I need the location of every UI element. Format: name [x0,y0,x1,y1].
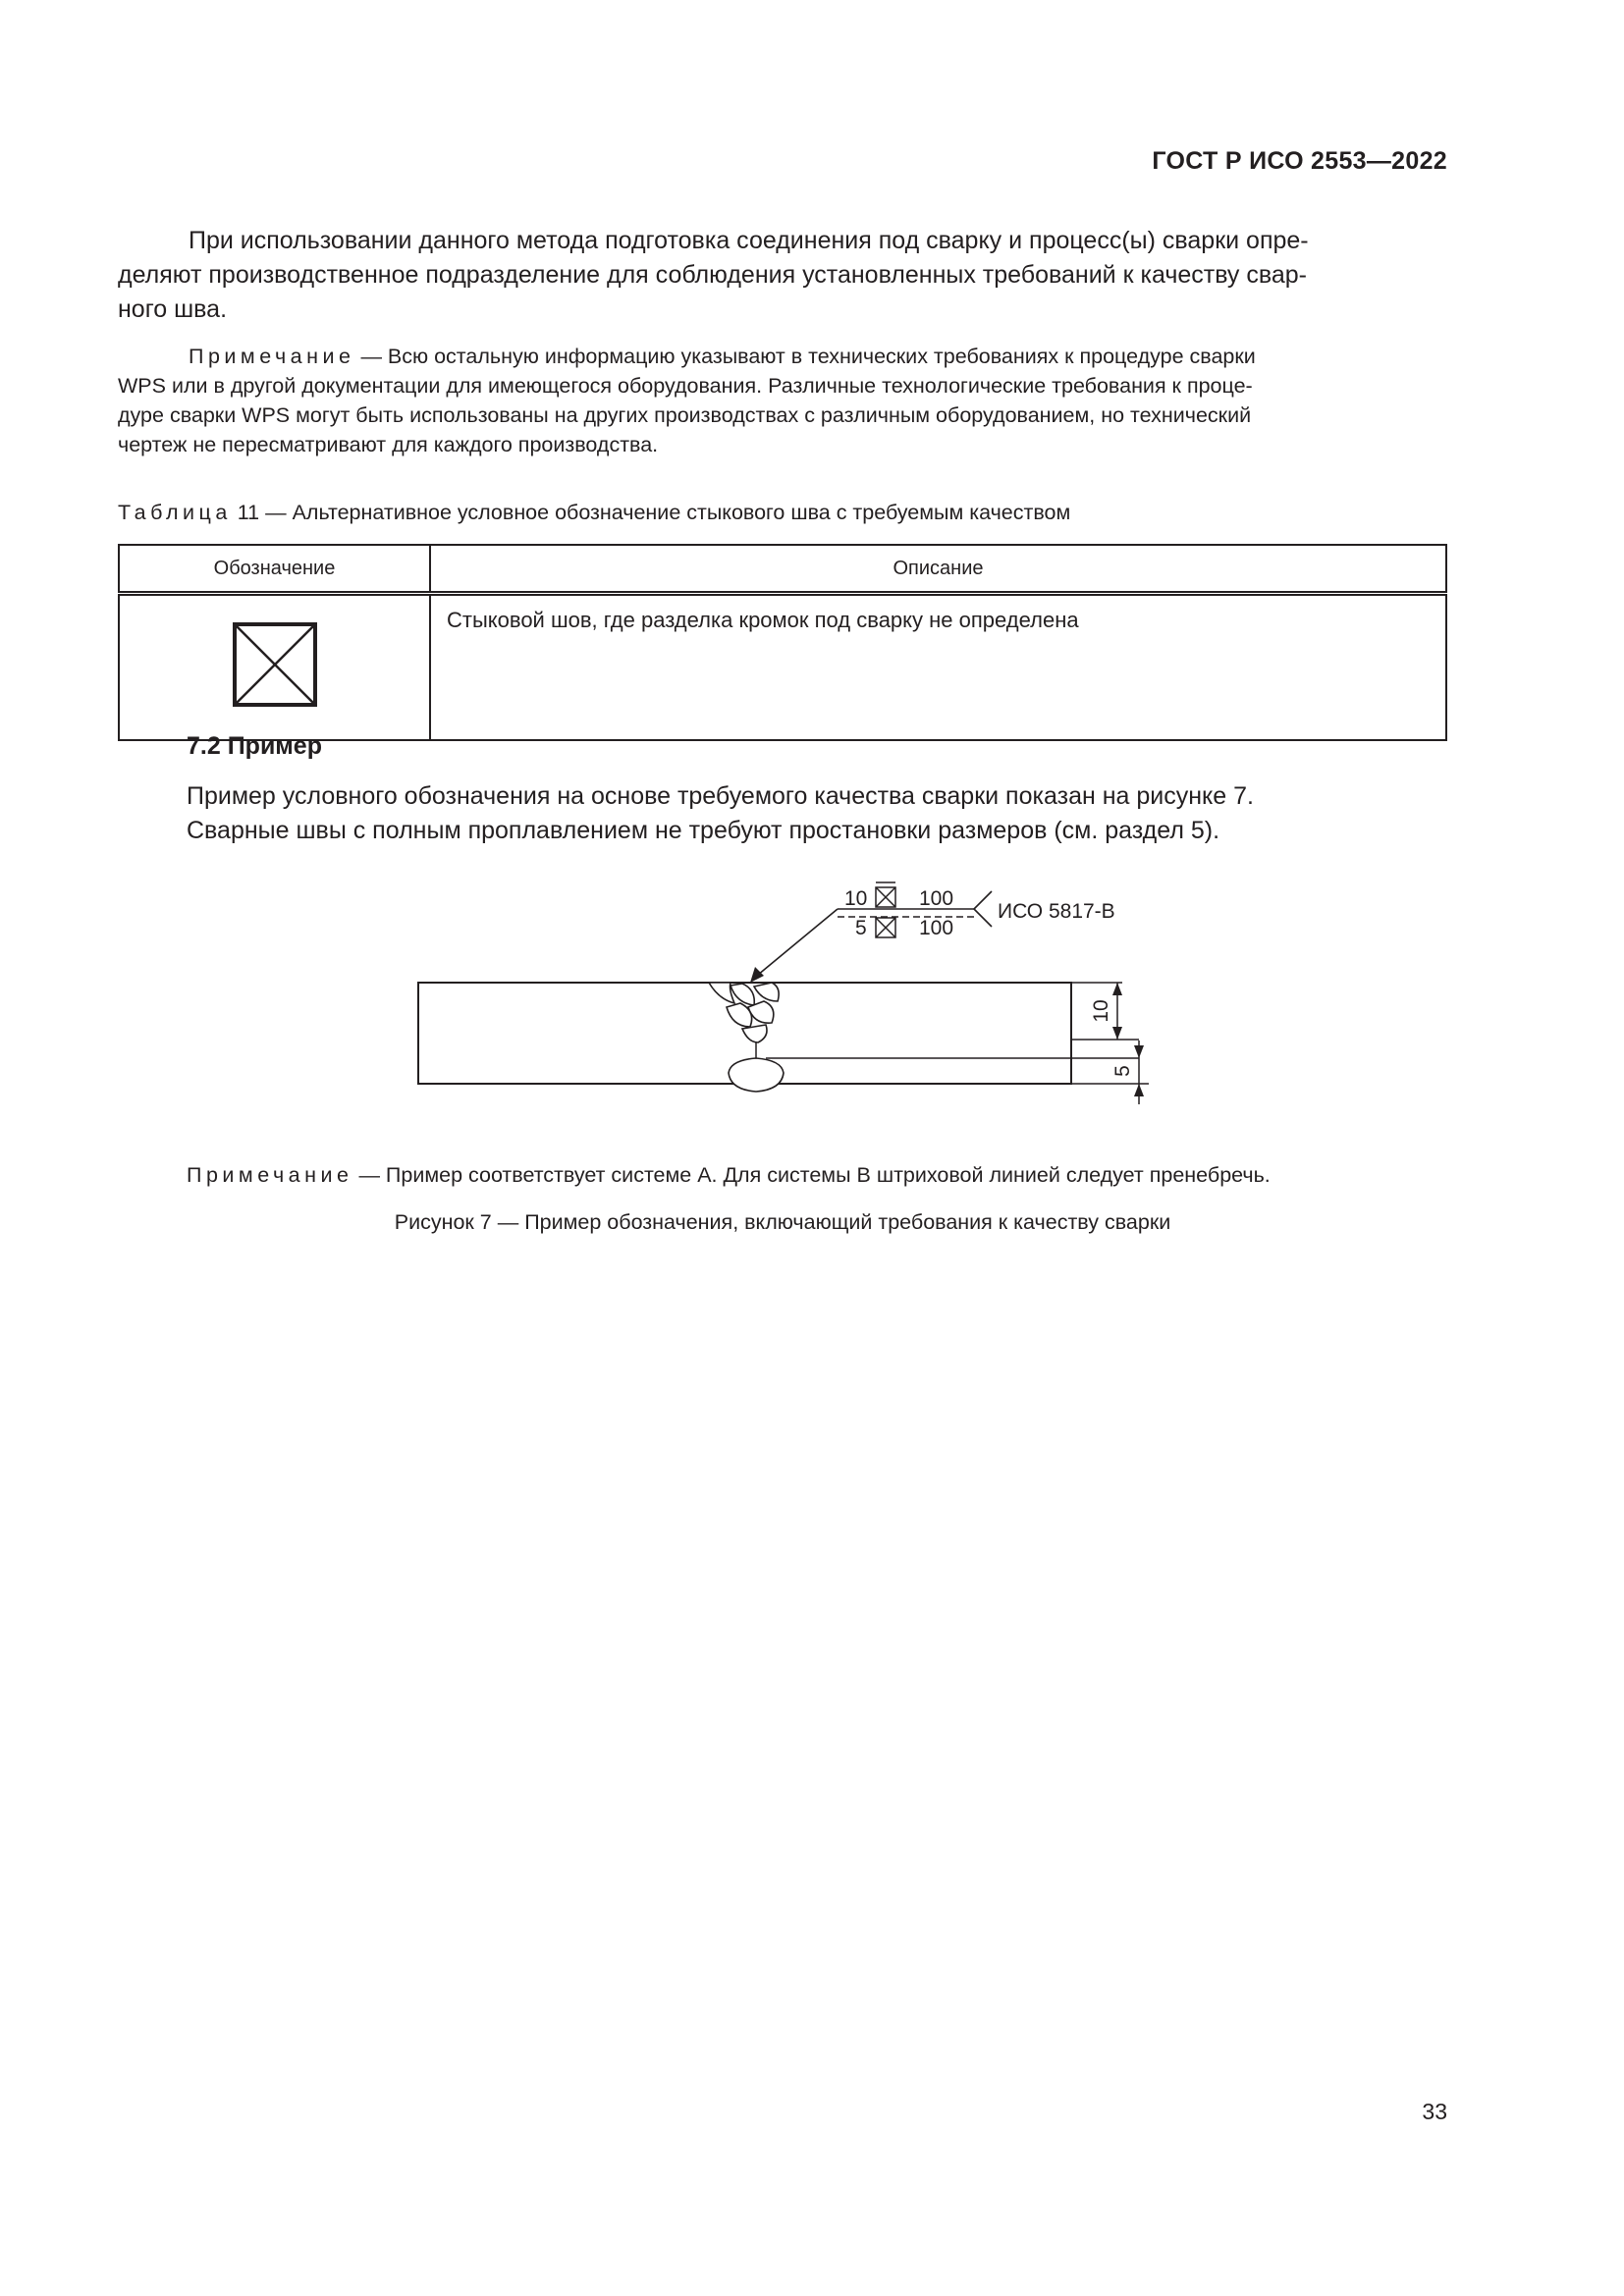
dimension-arrow [1112,983,1122,995]
section-title: 7.2 Пример [187,732,322,760]
note-1-label: Примечание [189,345,355,368]
intro-line-2: деляют производственное подразделение для соблюдения установленных требований к качеству свар- [118,261,1308,289]
figure-caption: Рисунок 7 — Пример обозначения, включающий требования к качеству сварки [394,1210,1171,1234]
square-with-cross-icon [876,882,895,907]
weld-beads-top [709,983,779,1042]
symbol-table [118,544,1447,741]
table-caption-label: Таблица [118,501,232,524]
description-cell: Стыковой шов, где разделка кромок под сварку не определена [430,594,1446,741]
quality-reference: ИСО 5817-В [998,900,1115,923]
column-header-description: Описание [430,545,1446,594]
note-1-line-3: дуре сварки WPS могут быть использованы на других производствах с различным оборудованием, но технический [118,403,1252,427]
arrow-head [750,967,764,983]
square-with-cross-icon [231,620,319,709]
intro-line-1: При использовании данного метода подготовка соединения под сварку и процесс(ы) сварки опре- [189,227,1309,254]
page-number: 33 [1422,2099,1447,2124]
document-header: ГОСТ Р ИСО 2553—2022 [1152,147,1447,175]
table-caption [118,501,1070,525]
dimension-label-lower: 5 [1111,1065,1134,1077]
note-2 [187,1163,1271,1188]
upper-weld-size: 10 [844,887,868,910]
arrow-line [752,909,838,980]
square-with-cross-icon [876,918,895,937]
section-line-1: Пример условного обозначения на основе требуемого качества сварки показан на рисунке 7. [187,782,1254,810]
table-caption-text: 11 — Альтернативное условное обозначение стыкового шва с требуемым качеством [237,501,1071,524]
dimension-arrow [1134,1084,1144,1096]
note-2-label: Примечание [187,1163,353,1187]
weld-bead [742,1025,767,1042]
note-1 [118,342,1447,459]
weld-bead-bottom [729,1058,784,1092]
designation-cell [119,594,430,741]
dimension-label-upper: 10 [1090,999,1112,1023]
lower-weld-length: 100 [919,917,954,939]
section-paragraph [187,779,1447,848]
note-1-line-4: чертеж не пересматривают для каждого производства. [118,433,659,456]
upper-weld-length: 100 [919,887,954,910]
dimension-arrow [1112,1027,1122,1040]
weld-symbol-figure [412,872,1178,1117]
intro-paragraph [118,224,1447,327]
weld-bead [754,983,779,1001]
note-1-line-1: — Всю остальную информацию указывают в технических требованиях к процедуре сварки [360,345,1256,368]
table-header-row [119,545,1446,594]
lower-weld-size: 5 [855,917,867,939]
note-1-line-2: WPS или в другой документации для имеющегося оборудования. Различные технологические требования к проце- [118,374,1253,398]
note-2-text: — Пример соответствует системе А. Для системы В штриховой линией следует пренебречь. [358,1163,1271,1187]
column-header-designation: Обозначение [119,545,430,594]
intro-line-3: ного шва. [118,295,228,323]
tail-lower [974,909,992,927]
table-row [119,594,1446,741]
section-line-2: Сварные швы с полным проплавлением не требуют простановки размеров (см. раздел 5). [187,817,1220,844]
tail-upper [974,891,992,909]
dimension-arrow [1134,1045,1144,1058]
